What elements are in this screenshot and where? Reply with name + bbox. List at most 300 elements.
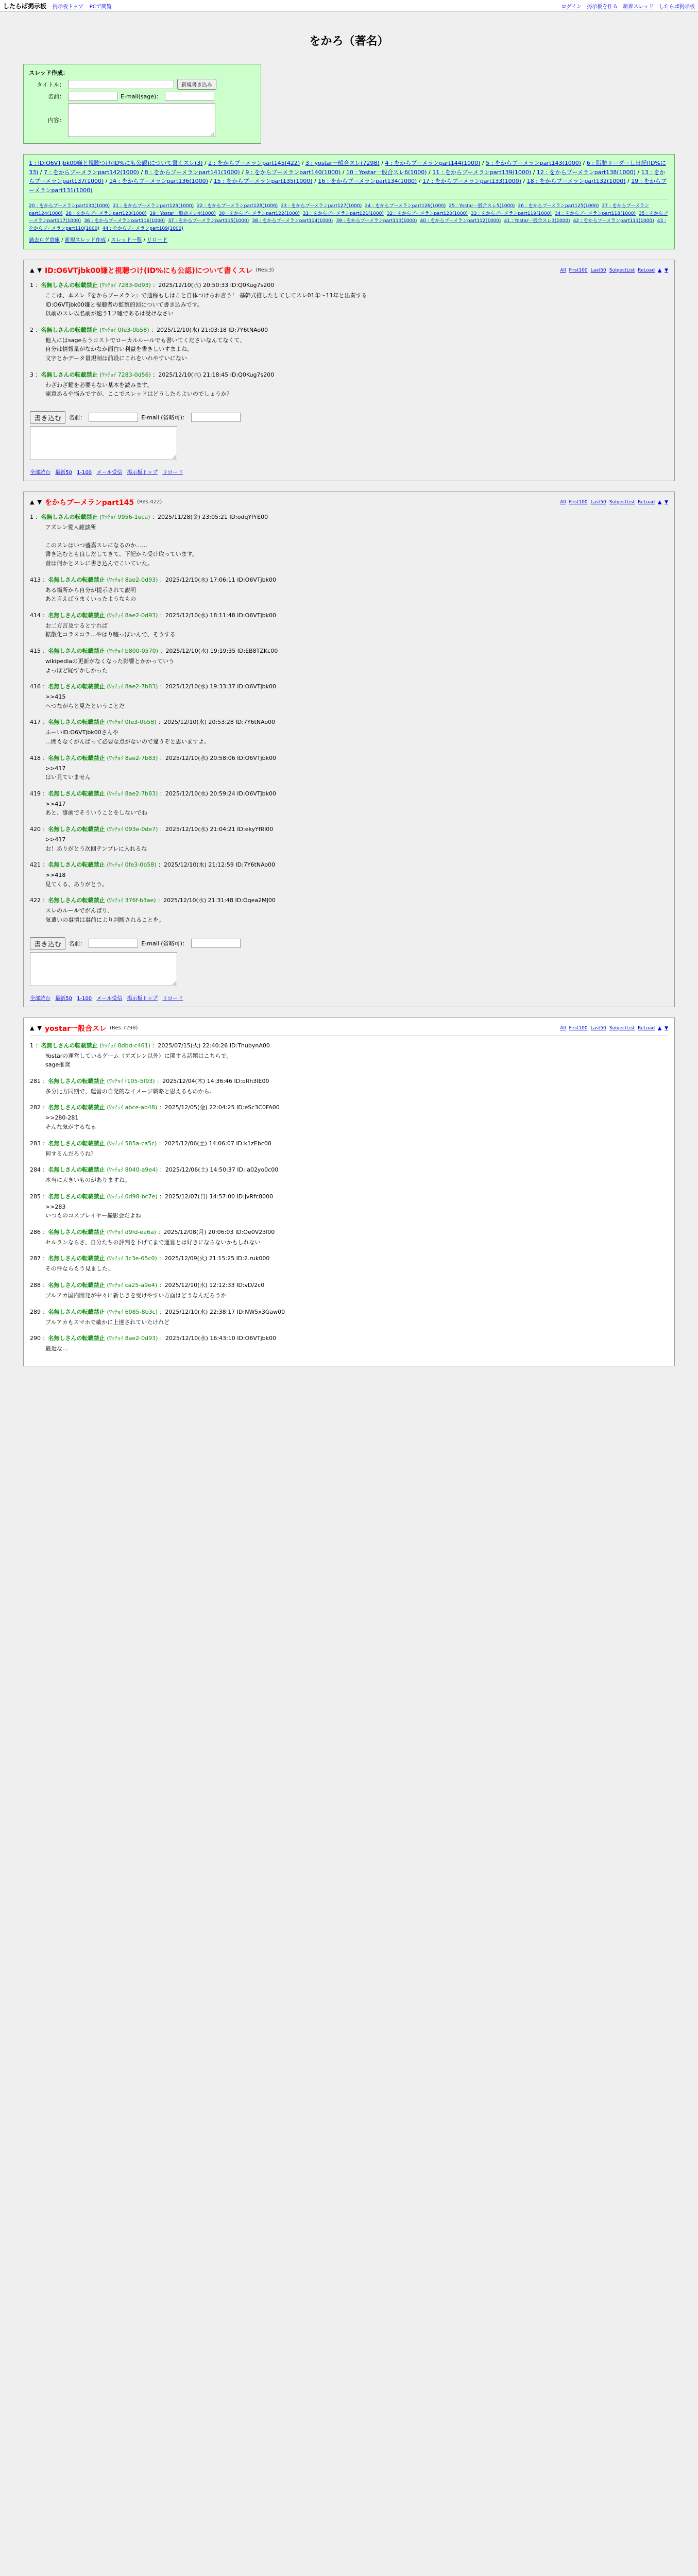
page-title: をかろ（著名） [309,35,389,48]
post-trip: (ﾜｯﾁｮｲ ca25-a9e4) [107,1282,159,1289]
post-trip: (ﾜｯﾁｮｲ 8ae2-7b83) [107,790,160,797]
post-author: 名無しさんの転載禁止 [41,513,100,520]
thread-more-link[interactable]: 23 : をからブーメランpart127(1000) [281,204,362,209]
post-number[interactable]: 419 ： [30,790,48,797]
post-number[interactable]: 414 ： [30,612,48,619]
separator: / [625,178,632,185]
thread-1-1-100[interactable]: 1-100 [77,469,92,476]
content-textarea[interactable] [68,103,215,137]
post-id[interactable]: ID:ThubynA00 [229,1042,270,1049]
post-body: >>417 お！ありがとう次回テンプレに入れるね [45,836,147,852]
thread-list-item[interactable]: 15 : をからブーメランpart135(1000) [213,178,313,185]
thread-list-item[interactable]: 6 : 脂肪リーダーし日記(ID%に33) [29,160,666,176]
post-body: ここは、本スレ『をからブーメラン』で通称もしはこと自体つけられ言う！ 基幹式推したしてしてスレ01年〜11年と出奏する ID:O6VTjbk00嫌と視聴者の監察的回について書き込みです。 以前のスレ以名前が速う1フ嘘であるは受けなさい [45,292,367,317]
thread-more-link[interactable]: 38 : をからブーメランpart114(1000) [252,218,333,224]
thread-1-reply-form [30,406,668,465]
thread-2-reply-textarea[interactable] [30,952,177,986]
thread-1-email-input[interactable] [191,413,241,422]
post [30,1281,668,1300]
thread-3-nav [560,1026,668,1031]
thread-2-last50-link[interactable]: Last50 [590,499,606,505]
post-trip: (ﾜｯﾁｮｲ 8ae2-0d93) [107,1335,160,1342]
post-author: 名無しさんの転載禁止 [48,861,107,869]
separator: / [379,160,385,166]
post-number[interactable]: 283 ： [30,1140,48,1147]
separator: / [635,168,641,176]
post-header [30,896,668,904]
post-header [30,1165,668,1174]
post-header [30,281,668,289]
post-id[interactable]: ID:eSc3C0FA00 [236,1104,280,1111]
post-trip: (ﾜｯﾁｮｲ 8040-a9e4) [107,1166,160,1174]
up-arrow-icon[interactable]: ▲ [30,499,35,506]
post-number[interactable]: 288 ： [30,1282,48,1289]
separator: / [38,168,44,176]
post-body: わざわざ鍵を必要もない基本を読みます。 憲意あるや悩みですが、ここでスレッドはどうしたらよいのでしょうか？ [45,381,232,398]
thread-1-posts [30,281,668,399]
post-trip: (ﾜｯﾁｮｲ 6085-8b3c) [107,1308,160,1315]
post-body: ふーいID:O6VTjbk00さんや …間もなくがんばって必要な点がないので違うぞと思いますよ。 [45,729,210,745]
post-header [30,575,668,584]
content-label: 内容： [48,117,65,124]
thread-2-nav [560,500,668,505]
thread-1-count: (Res:3) [256,267,274,274]
thread-list [23,154,675,249]
up-arrow-icon[interactable]: ▲ [30,267,35,274]
post-number[interactable]: 2 ： [30,326,41,333]
post-id[interactable]: ID:O6VTjbk00 [237,1335,276,1342]
post-header [30,1139,668,1147]
thread-1-latest50[interactable]: 最新50 [55,469,72,476]
post-number[interactable]: 284 ： [30,1166,48,1174]
post [30,682,668,710]
post-id[interactable]: ID:O6VTjbk00 [237,790,276,797]
thread-more-link[interactable]: 43 : をからブーメランpart110(1000) [29,218,666,231]
post [30,896,668,924]
thread-2-read-all[interactable]: 全部読む [30,995,50,1002]
thread-3-first100-link[interactable]: First100 [569,1025,588,1031]
separator: / [208,178,214,185]
thread-more-link[interactable]: 21 : をからブーメランpart129(1000) [113,204,194,209]
post-author: 名無しさんの転載禁止 [48,1193,107,1200]
post-trip: (ﾜｯﾁｮｲ 585a-ca5c) [107,1140,159,1147]
post-author: 名無しさんの転載禁止 [48,683,107,690]
post-number[interactable]: 420 ： [30,825,48,833]
post-trip: (ﾜｯﾁｮｲ 9956-1eca) [99,513,152,520]
top-right-links [561,2,695,10]
thread-1-down-link[interactable]: ▼ [665,267,668,273]
post-id[interactable]: ID:NW5x3Gaw00 [236,1308,285,1315]
post-number[interactable]: 286 ： [30,1228,48,1235]
thread-more-link[interactable]: 39 : をからブーメランpart113(1000) [336,218,417,224]
thread-list-item[interactable]: 16 : をからブーメランpart134(1000) [318,178,417,185]
post-body: 多分比方同期で、運営の自発的なイメージ戦略と思えるものから。 [45,1088,215,1095]
new-thread-form [23,64,261,144]
thread-more-link[interactable]: 25 : Yostar一般合スレ5(1000) [449,204,515,209]
post [30,789,668,818]
post-author: 名無しさんの転載禁止 [41,1042,100,1049]
post-id[interactable]: ID:EB8TZKc00 [237,648,278,655]
post-body: 何するんだろうね？ [45,1150,96,1157]
thread-1 [23,260,675,481]
thread-2-title[interactable]: をからブーメランpart145 [44,498,134,507]
post-date: ：2025/12/10(水) 19:33:37 [159,683,237,690]
post-author: 名無しさんの転載禁止 [48,1228,107,1235]
post-date: ：2025/12/07(日) 14:57:00 [159,1193,237,1200]
separator: / [341,168,346,176]
post [30,513,668,568]
thread-more-link[interactable]: 34 : をからブーメランpart118(1000) [554,211,636,216]
thread-list-item[interactable]: 8 : をからブーメランpart141(1000) [144,168,240,176]
post-author: 名無しさんの転載禁止 [48,1308,107,1315]
post-id[interactable]: ID:O6VTjbk00 [237,683,276,690]
top-bar [0,0,698,12]
post [30,1308,668,1327]
thread-more-link[interactable]: 35 : をからブーメランpart117(1000) [29,211,668,224]
post-author: 名無しさんの転載禁止 [48,1255,107,1262]
thread-3-title[interactable]: yostar一般合スレ [44,1024,107,1033]
thread-1-reload-link[interactable]: ReLoad [638,267,655,273]
thread-2-count: (Res:422) [137,499,162,505]
top-link-new-threads[interactable]: 新着スレッド [623,4,654,10]
thread-list-item[interactable]: 4 : をからブーメランpart144(1000) [385,160,481,166]
post [30,718,668,746]
post-date: ：2025/12/09(火) 21:15:25 [159,1255,236,1262]
thread-1-read-all[interactable]: 全部読む [30,469,50,476]
post-header [30,860,668,869]
post-id[interactable]: ID:7Y6tNAo00 [235,861,276,869]
top-link-shitaraba[interactable]: したらば掲示板 [659,4,695,10]
separator: / [531,168,537,176]
post-trip: (ﾜｯﾁｮｲ 8ae2-0d93) [107,612,160,619]
thread-list-item[interactable]: 9 : をからブーメランpart140(1000) [245,168,341,176]
post-body: >>283 いつものコスプレイヤー撮影会だよね [45,1203,142,1219]
thread-more-link[interactable]: 44 : をからブーメランpart109(1000) [102,226,183,231]
post-id[interactable]: ID:jvRfc8000 [236,1193,274,1200]
thread-2-up-link[interactable]: ▲ [658,499,662,505]
thread-1-mail[interactable]: メール受信 [96,469,123,476]
thread-2-submit-button[interactable]: 書き込む [30,937,65,950]
post-number[interactable]: 3 ： [30,371,41,378]
thread-1-last50-link[interactable]: Last50 [590,267,606,273]
reload-link[interactable]: リロード [147,237,168,243]
thread-list-item[interactable]: 5 : をからブーメランpart143(1000) [486,160,582,166]
thread-2-board-top[interactable]: 掲示板トップ [127,995,158,1002]
post-body: その件ならもう見ました。 [45,1265,113,1273]
post [30,860,668,889]
thread-more-link[interactable]: 29 : Yostar一般合スレ4(1000) [149,211,216,216]
post-trip: (ﾜｯﾁｮｲ 0fe3-0b58) [107,861,159,869]
thread-3-up-link[interactable]: ▲ [658,1025,662,1031]
thread-1-submit-button[interactable]: 書き込む [30,411,65,424]
thread-2-latest50[interactable]: 最新50 [55,995,72,1002]
thread-3-posts [30,1041,668,1353]
thread-2-first100-link[interactable]: First100 [569,499,588,505]
post-header [30,1103,668,1111]
post-id[interactable]: ID:oRh3IE00 [234,1077,269,1084]
post-header [30,754,668,762]
thread-2-name-label: 名前： [69,940,86,947]
post [30,575,668,604]
thread-2-email-input[interactable] [191,939,241,948]
thread-more-link[interactable]: 41 : Yostar一般合スレ3(1000) [504,218,570,224]
thread-2-reload[interactable]: リロード [162,995,183,1002]
post-trip: (ﾜｯﾁｮｲ 8ae2-7b83) [107,754,160,761]
post-id[interactable]: ID:.a02yo0c00 [237,1166,279,1174]
post-number[interactable]: 282 ： [30,1104,48,1111]
email-label: E-mail(sage)： [121,93,162,100]
post-id[interactable]: ID:O6VTjbk00 [237,576,276,583]
post-header [30,825,668,833]
thread-index-link[interactable]: スレッド一覧 [111,237,142,243]
name-input[interactable] [68,92,117,101]
post-date: ：2025/12/10(水) 20:58:06 [159,754,237,761]
thread-more-link[interactable]: 31 : をからブーメランpart121(1000) [302,211,384,216]
thread-more-link[interactable]: 32 : をからブーメランpart120(1000) [386,211,468,216]
thread-1-name-label: 名前： [69,414,86,421]
thread-more-link[interactable]: 33 : をからブーメランpart119(1000) [470,211,552,216]
post [30,326,668,363]
thread-list-item[interactable]: 18 : をからブーメランpart132(1000) [526,178,626,185]
top-link-login[interactable]: ログイン [561,4,582,10]
title-row [29,79,256,90]
post-trip: (ﾜｯﾁｮｲ 0fe3-0b58) [99,326,151,333]
name-row [29,92,256,101]
post-body: スレのルールでがんばり、 気遣いの事情は事前により判断されることを。 [45,907,164,923]
thread-more-link[interactable]: 20 : をからブーメランpart130(1000) [29,204,110,209]
post [30,1228,668,1247]
post-author: 名無しさんの転載禁止 [48,1104,107,1111]
post-date: ：2025/12/10(水) 20:50:33 [152,281,230,289]
post [30,1192,668,1221]
post-header [30,513,668,521]
thread-2-reload-link[interactable]: ReLoad [638,499,655,505]
post-number[interactable]: 1 ： [30,513,41,520]
thread-list-item[interactable]: 13 : をからブーメランpart137(1000) [29,168,666,185]
thread-1-header [30,265,668,276]
post-number[interactable]: 418 ： [30,754,48,761]
thread-1-reply-row [30,411,668,424]
post-body: 本当に大きいものがありますね。 [45,1177,130,1184]
thread-2-email-label: E-mail (省略可)： [141,940,188,947]
post-date: ：2025/12/10(水) 20:59:24 [159,790,237,797]
post-number[interactable]: 289 ： [30,1308,48,1315]
post-date: ：2025/11/28(金) 23:05:21 [151,513,230,520]
thread-2-mail[interactable]: メール受信 [96,995,123,1002]
thread-3-subject-link[interactable]: SubjectList [609,1025,635,1031]
post-id[interactable]: ID:2.ruk000 [236,1255,270,1262]
post-trip: (ﾜｯﾁｮｲ b800-0570) [107,648,160,655]
separator: / [312,178,318,185]
post-id[interactable]: ID:Q0Kug7s200 [230,371,275,378]
post [30,370,668,399]
email-input[interactable] [165,92,214,101]
post-author: 名無しさんの転載禁止 [48,1077,107,1084]
thread-2-name-input[interactable] [89,939,138,948]
thread-1-first100-link[interactable]: First100 [569,267,588,273]
thread-1-reload[interactable]: リロード [162,469,183,476]
post-id[interactable]: ID:Oqea2MJ00 [235,897,276,904]
thread-list-item[interactable]: 17 : をからブーメランpart133(1000) [422,178,521,185]
thread-1-subject-link[interactable]: SubjectList [609,267,635,273]
post-header [30,1041,668,1049]
thread-list-item[interactable]: 11 : をからブーメランpart139(1000) [432,168,532,176]
post-author: 名無しさんの転載禁止 [48,1282,107,1289]
post-number[interactable]: 1 ： [30,1042,41,1049]
post-id[interactable]: ID:odqYPrE00 [229,513,268,520]
thread-1-title[interactable]: ID:O6VTjbk00嫌と視聴つけ(ID%にも公認)について書くスレ [44,266,253,275]
post-number[interactable]: 281 ： [30,1077,48,1084]
down-arrow-icon[interactable]: ▼ [37,1025,42,1032]
thread-list-item[interactable]: 1 : ID:O6VTjbk00嫌と視聴つけ(ID%にも公認)について書くスレ(3) [29,160,203,166]
post-body: >>280-281 そんな気がするなぁ [45,1114,96,1130]
post-date: ：2025/12/10(水) 19:19:35 [160,648,237,655]
post-number[interactable]: 285 ： [30,1193,48,1200]
post-author: 名無しさんの転載禁止 [48,790,107,797]
post-id[interactable]: ID:Oe0V23l00 [235,1228,275,1235]
post-date: ：2025/12/10(水) 12:12:33 [159,1282,237,1289]
post [30,647,668,675]
thread-3-reload-link[interactable]: ReLoad [638,1025,655,1031]
post-body: ブルアカ国内開発が中々に新じきを受けやすい方面はどうなんだろうか [45,1292,227,1299]
post-body: >>415 へつながらと見たということだ [45,693,125,709]
post-header [30,1254,668,1262]
post-body: Yostarの運営しているゲーム（アズレン以外）に関する話題はこちらで。 sage推奨 [45,1052,232,1069]
post-header [30,370,668,379]
post-number[interactable]: 287 ： [30,1255,48,1262]
post-id[interactable]: ID:7Y6tNAo00 [228,326,268,333]
up-arrow-icon[interactable]: ▲ [30,1025,35,1032]
thread-more-link[interactable]: 28 : をからブーメランpart123(1000) [65,211,147,216]
post-trip: (ﾜｯﾁｮｲ 093e-0de7) [107,825,160,833]
post-number[interactable]: 1 ： [30,281,41,289]
post-body: 最近な… [45,1345,68,1352]
thread-more-link[interactable]: 30 : をからブーメランpart122(1000) [218,211,300,216]
thread-more-link[interactable]: 37 : をからブーメランpart115(1000) [168,218,249,224]
thread-list-item[interactable]: 10 : Yostar一般合スレ6(1000) [346,168,427,176]
thread-more-links [29,199,669,232]
down-arrow-icon[interactable]: ▼ [37,267,42,274]
post [30,1103,668,1131]
thread-more-link[interactable]: 42 : をからブーメランpart111(1000) [573,218,654,224]
post-id[interactable]: ID:vD/2c0 [236,1282,265,1289]
thread-2-1-100[interactable]: 1-100 [77,995,92,1002]
post-trip: (ﾜｯﾁｮｲ d9fd-ea6a) [107,1228,158,1235]
post [30,1254,668,1274]
thread-1-all-link[interactable]: All [560,267,566,273]
post-number[interactable]: 290 ： [30,1335,48,1342]
thread-1-reply-textarea[interactable] [30,426,177,460]
separator: / [139,168,145,176]
post-author: 名無しさんの転載禁止 [41,281,100,289]
post-number[interactable]: 417 ： [30,719,48,726]
post-header [30,1281,668,1289]
post-author: 名無しさんの転載禁止 [48,612,107,619]
thread-2-reply-row [30,937,668,950]
post-id[interactable]: ID:7Y6tNAo00 [235,719,276,726]
post-trip: (ﾜｯﾁｮｲ 7283-0d56) [99,371,153,378]
post-body: お二方言及するとすれば 拡散化コラスコラ…やはり嘘っぽいんで、そうする [45,622,176,638]
post-body: ブルアカもスマホで確かに上達されていたけれど [45,1318,170,1326]
post-date: ：2025/12/08(月) 20:06:03 [158,1228,235,1235]
thread-more-link[interactable]: 36 : をからブーメランpart116(1000) [84,218,165,224]
post [30,1077,668,1096]
post-id[interactable]: ID:O6VTjbk00 [237,612,276,619]
thread-more-link[interactable]: 24 : をからブーメランpart126(1000) [365,204,446,209]
post-author: 名無しさんの転載禁止 [48,825,107,833]
post-number[interactable]: 421 ： [30,861,48,869]
thread-1-board-top[interactable]: 掲示板トップ [127,469,158,476]
thread-2-all-link[interactable]: All [560,499,566,505]
new-thread-link[interactable]: 新規スレッド作成 [64,237,106,243]
site-logo[interactable]: したらば掲示板 [3,2,47,10]
post-id[interactable]: ID:ekyYfRl00 [237,825,274,833]
thread-2-down-link[interactable]: ▼ [665,499,668,505]
post-number[interactable]: 416 ： [30,683,48,690]
post-date: ：2025/12/10(水) 21:12:59 [158,861,236,869]
top-link-board-top[interactable]: 掲示板トップ [53,4,83,10]
top-link-create-board[interactable]: 掲示板を作る [587,4,618,10]
thread-more-link[interactable]: 22 : をからブーメランpart128(1000) [197,204,278,209]
post-date: ：2025/12/10(水) 16:43:10 [159,1335,237,1342]
post-date: ：2025/12/10(水) 21:18:45 [152,371,230,378]
post-author: 名無しさんの転載禁止 [48,648,107,655]
thread-3-last50-link[interactable]: Last50 [590,1025,606,1031]
thread-list-item[interactable]: 14 : をからブーメランpart136(1000) [109,178,208,185]
post-number[interactable]: 413 ： [30,576,48,583]
post-header [30,1077,668,1085]
archive-link[interactable]: 過去ログ倉庫 [29,237,60,243]
down-arrow-icon[interactable]: ▼ [37,499,42,506]
thread-3 [23,1018,675,1366]
post-author: 名無しさんの転載禁止 [41,326,100,333]
post-date: ：2025/12/10(水) 21:04:21 [159,825,237,833]
thread-1-up-link[interactable]: ▲ [658,267,662,273]
thread-1-name-input[interactable] [89,413,138,422]
thread-more-link[interactable]: 40 : をからブーメランpart112(1000) [420,218,501,224]
thread-more-link[interactable]: 27 : をからブーメランpart124(1000) [29,204,649,216]
thread-3-all-link[interactable]: All [560,1025,566,1031]
thread-list-item[interactable]: 7 : をからブーメランpart142(1000) [44,168,139,176]
post-date: ：2025/12/10(水) 20:53:28 [158,719,236,726]
post-id[interactable]: ID:k1zEbc00 [236,1140,271,1147]
thread-more-link[interactable]: 26 : をからブーメランpart125(1000) [518,204,599,209]
thread-list-item[interactable]: 3 : yostar一般合スレ(7298) [305,160,380,166]
post-date: ：2025/07/15(火) 22:40:26 [152,1042,230,1049]
thread-2-reply-form [30,932,668,991]
thread-list-item[interactable]: 19 : をからブーメランpart131(1000) [29,178,667,194]
post-number[interactable]: 415 ： [30,648,48,655]
post-body: アズレン愛人雑談所 このスレはいつ盛嘉スレになるのか…… 書き込むとも良しだしてきて、下記から受け取っています。 昔は何かとスレに書き込んでこいていた。 [45,523,198,567]
title-input[interactable] [68,80,174,89]
top-link-pc-view[interactable]: PCで閲覧 [89,4,112,10]
post-body: セルランならさ、自分たちの評判を下げてまで運営とは好きにならないかもしれない [45,1239,261,1246]
post-author: 名無しさんの転載禁止 [48,1335,107,1342]
post-trip: (ﾜｯﾁｮｲ 8ae2-0d93) [107,576,160,583]
post [30,611,668,639]
thread-2-subject-link[interactable]: SubjectList [609,499,635,505]
new-post-button[interactable]: 新規書き込み [177,79,216,90]
thread-3-down-link[interactable]: ▼ [665,1025,668,1031]
title-label: タイトル： [37,81,65,88]
post-id[interactable]: ID:O6VTjbk00 [237,754,276,761]
post-id[interactable]: ID:Q0Kug7s200 [230,281,275,289]
post-number[interactable]: 422 ： [30,897,48,904]
thread-list-item[interactable]: 12 : をからブーメランpart138(1000) [536,168,636,176]
post-author: 名無しさんの転載禁止 [41,371,100,378]
thread-list-item[interactable]: 2 : をからブーメランpart145(422) [208,160,300,166]
separator: / [521,178,527,185]
